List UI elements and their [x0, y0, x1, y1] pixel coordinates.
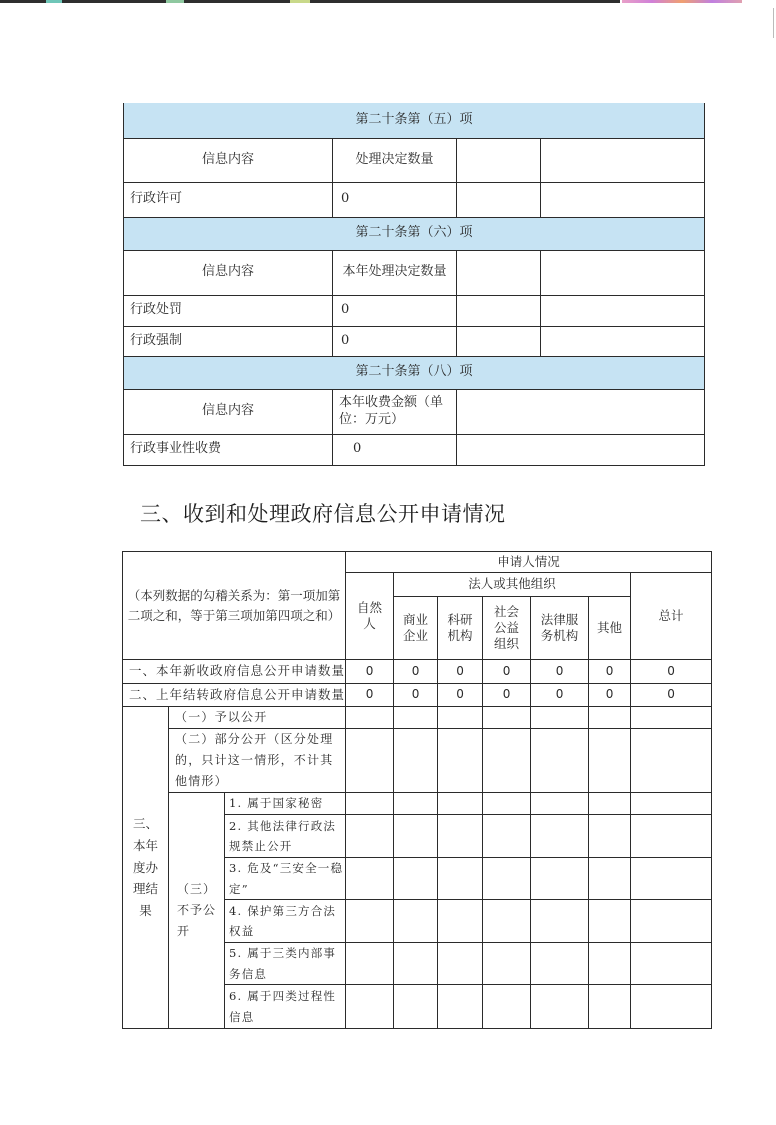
empty-cell	[541, 138, 705, 182]
empty-cell	[483, 707, 531, 729]
col-other: 其他	[589, 597, 631, 660]
empty-cell	[631, 900, 712, 943]
col-research: 科研机构	[438, 597, 483, 660]
row-label: 3. 危及“三安全一稳定”	[225, 858, 346, 900]
cell-value: 0	[438, 684, 483, 707]
empty-cell	[346, 900, 394, 943]
row-label: 6. 属于四类过程性信息	[225, 985, 346, 1029]
header-info-content: 信息内容	[124, 138, 333, 182]
cell-value: 0	[483, 684, 531, 707]
cell-value: 0	[483, 660, 531, 684]
header-info-content: 信息内容	[124, 389, 333, 434]
applicant-header: 申请人情况	[346, 552, 712, 573]
empty-cell	[483, 729, 531, 793]
empty-cell	[346, 815, 394, 858]
row-label: （一）予以公开	[169, 707, 346, 729]
header-fee-amount: 本年收费金额（单位：万元）	[333, 389, 457, 434]
col-natural-person: 自然人	[346, 573, 394, 660]
row-label: 5. 属于三类内部事务信息	[225, 943, 346, 985]
empty-cell	[394, 943, 438, 985]
results-group-label: 三、本年度办理结果	[123, 707, 169, 1029]
empty-cell	[589, 815, 631, 858]
empty-cell	[438, 707, 483, 729]
cell-value: 0	[631, 660, 712, 684]
empty-cell	[631, 858, 712, 900]
empty-cell	[589, 858, 631, 900]
row-label: 二、上年结转政府信息公开申请数量	[123, 684, 346, 707]
row-label: （二）部分公开（区分处理的，只计这一情形，不计其他情形）	[169, 729, 346, 793]
empty-cell	[394, 900, 438, 943]
col-business: 商业企业	[394, 597, 438, 660]
empty-cell	[457, 326, 541, 356]
section-title: 第二十条第（五）项	[124, 103, 705, 138]
cell-value: 0	[589, 684, 631, 707]
empty-cell	[631, 707, 712, 729]
legal-group-header: 法人或其他组织	[394, 573, 631, 597]
scan-edge-right	[773, 8, 774, 38]
header-row	[124, 250, 705, 295]
header-row	[123, 552, 712, 573]
row-label: 1. 属于国家秘密	[225, 793, 346, 815]
empty-cell	[346, 985, 394, 1029]
header-decision-count: 处理决定数量	[333, 138, 457, 182]
empty-cell	[346, 707, 394, 729]
relationship-note: （本列数据的勾稽关系为：第一项加第二项之和，等于第三项加第四项之和）	[123, 552, 346, 660]
empty-cell	[541, 250, 705, 295]
header-decision-count: 本年处理决定数量	[333, 250, 457, 295]
empty-cell	[541, 326, 705, 356]
article20-table	[123, 103, 705, 466]
empty-cell	[457, 182, 541, 217]
empty-cell	[346, 858, 394, 900]
empty-cell	[531, 729, 589, 793]
not-public-group-label: （三）不予公开	[169, 793, 225, 1029]
empty-cell	[394, 858, 438, 900]
scan-edge-top	[0, 0, 620, 3]
table-row	[124, 182, 705, 217]
table-row	[123, 793, 712, 815]
cell-value: 0	[346, 660, 394, 684]
row-value: 0	[333, 326, 457, 356]
empty-cell	[394, 793, 438, 815]
empty-cell	[438, 900, 483, 943]
cell-value: 0	[394, 660, 438, 684]
row-label: 行政许可	[124, 182, 333, 217]
cell-value: 0	[531, 660, 589, 684]
empty-cell	[631, 729, 712, 793]
header-row	[124, 138, 705, 182]
row-label: 行政强制	[124, 326, 333, 356]
empty-cell	[541, 295, 705, 326]
cell-value: 0	[589, 660, 631, 684]
empty-cell	[631, 793, 712, 815]
header-row	[124, 389, 705, 434]
empty-cell	[394, 815, 438, 858]
empty-cell	[483, 943, 531, 985]
cell-value: 0	[631, 684, 712, 707]
empty-cell	[589, 985, 631, 1029]
empty-cell	[483, 793, 531, 815]
section-title: 第二十条第（八）项	[124, 356, 705, 389]
empty-cell	[457, 434, 705, 465]
table-row	[123, 660, 712, 684]
empty-cell	[438, 943, 483, 985]
applications-table	[122, 551, 712, 1029]
table-row	[124, 295, 705, 326]
section-header-row	[124, 217, 705, 250]
row-label: 行政事业性收费	[124, 434, 333, 465]
empty-cell	[483, 900, 531, 943]
empty-cell	[541, 182, 705, 217]
empty-cell	[346, 729, 394, 793]
table-row	[123, 707, 712, 729]
empty-cell	[531, 985, 589, 1029]
row-value: 0	[333, 182, 457, 217]
row-value: 0	[333, 295, 457, 326]
empty-cell	[589, 900, 631, 943]
empty-cell	[531, 815, 589, 858]
empty-cell	[631, 815, 712, 858]
col-total: 总计	[631, 573, 712, 660]
empty-cell	[394, 729, 438, 793]
empty-cell	[438, 793, 483, 815]
empty-cell	[531, 707, 589, 729]
empty-cell	[438, 729, 483, 793]
row-label: 4. 保护第三方合法权益	[225, 900, 346, 943]
col-legal-service: 法律服务机构	[531, 597, 589, 660]
empty-cell	[483, 858, 531, 900]
empty-cell	[589, 943, 631, 985]
empty-cell	[394, 985, 438, 1029]
row-label: 2. 其他法律行政法规禁止公开	[225, 815, 346, 858]
row-label: 行政处罚	[124, 295, 333, 326]
cell-value: 0	[531, 684, 589, 707]
empty-cell	[631, 985, 712, 1029]
empty-cell	[457, 250, 541, 295]
empty-cell	[438, 815, 483, 858]
table-row	[124, 326, 705, 356]
empty-cell	[589, 793, 631, 815]
empty-cell	[589, 729, 631, 793]
row-label: 一、本年新收政府信息公开申请数量	[123, 660, 346, 684]
col-social: 社会公益组织	[483, 597, 531, 660]
section-heading: 三、收到和处理政府信息公开申请情况	[140, 502, 506, 526]
empty-cell	[394, 707, 438, 729]
empty-cell	[531, 858, 589, 900]
section-header-row	[124, 356, 705, 389]
cell-value: 0	[346, 684, 394, 707]
empty-cell	[346, 793, 394, 815]
section-title: 第二十条第（六）项	[124, 217, 705, 250]
empty-cell	[457, 295, 541, 326]
empty-cell	[531, 793, 589, 815]
cell-value: 0	[438, 660, 483, 684]
empty-cell	[483, 815, 531, 858]
scan-edge-color	[622, 0, 742, 3]
empty-cell	[531, 900, 589, 943]
empty-cell	[457, 138, 541, 182]
row-value: 0	[333, 434, 457, 465]
section-header-row	[124, 103, 705, 138]
cell-value: 0	[394, 684, 438, 707]
empty-cell	[589, 707, 631, 729]
empty-cell	[457, 389, 705, 434]
empty-cell	[483, 985, 531, 1029]
empty-cell	[346, 943, 394, 985]
table-row	[123, 684, 712, 707]
empty-cell	[631, 943, 712, 985]
empty-cell	[438, 985, 483, 1029]
table-row	[123, 729, 712, 793]
header-info-content: 信息内容	[124, 250, 333, 295]
table-row	[124, 434, 705, 465]
empty-cell	[531, 943, 589, 985]
empty-cell	[438, 858, 483, 900]
